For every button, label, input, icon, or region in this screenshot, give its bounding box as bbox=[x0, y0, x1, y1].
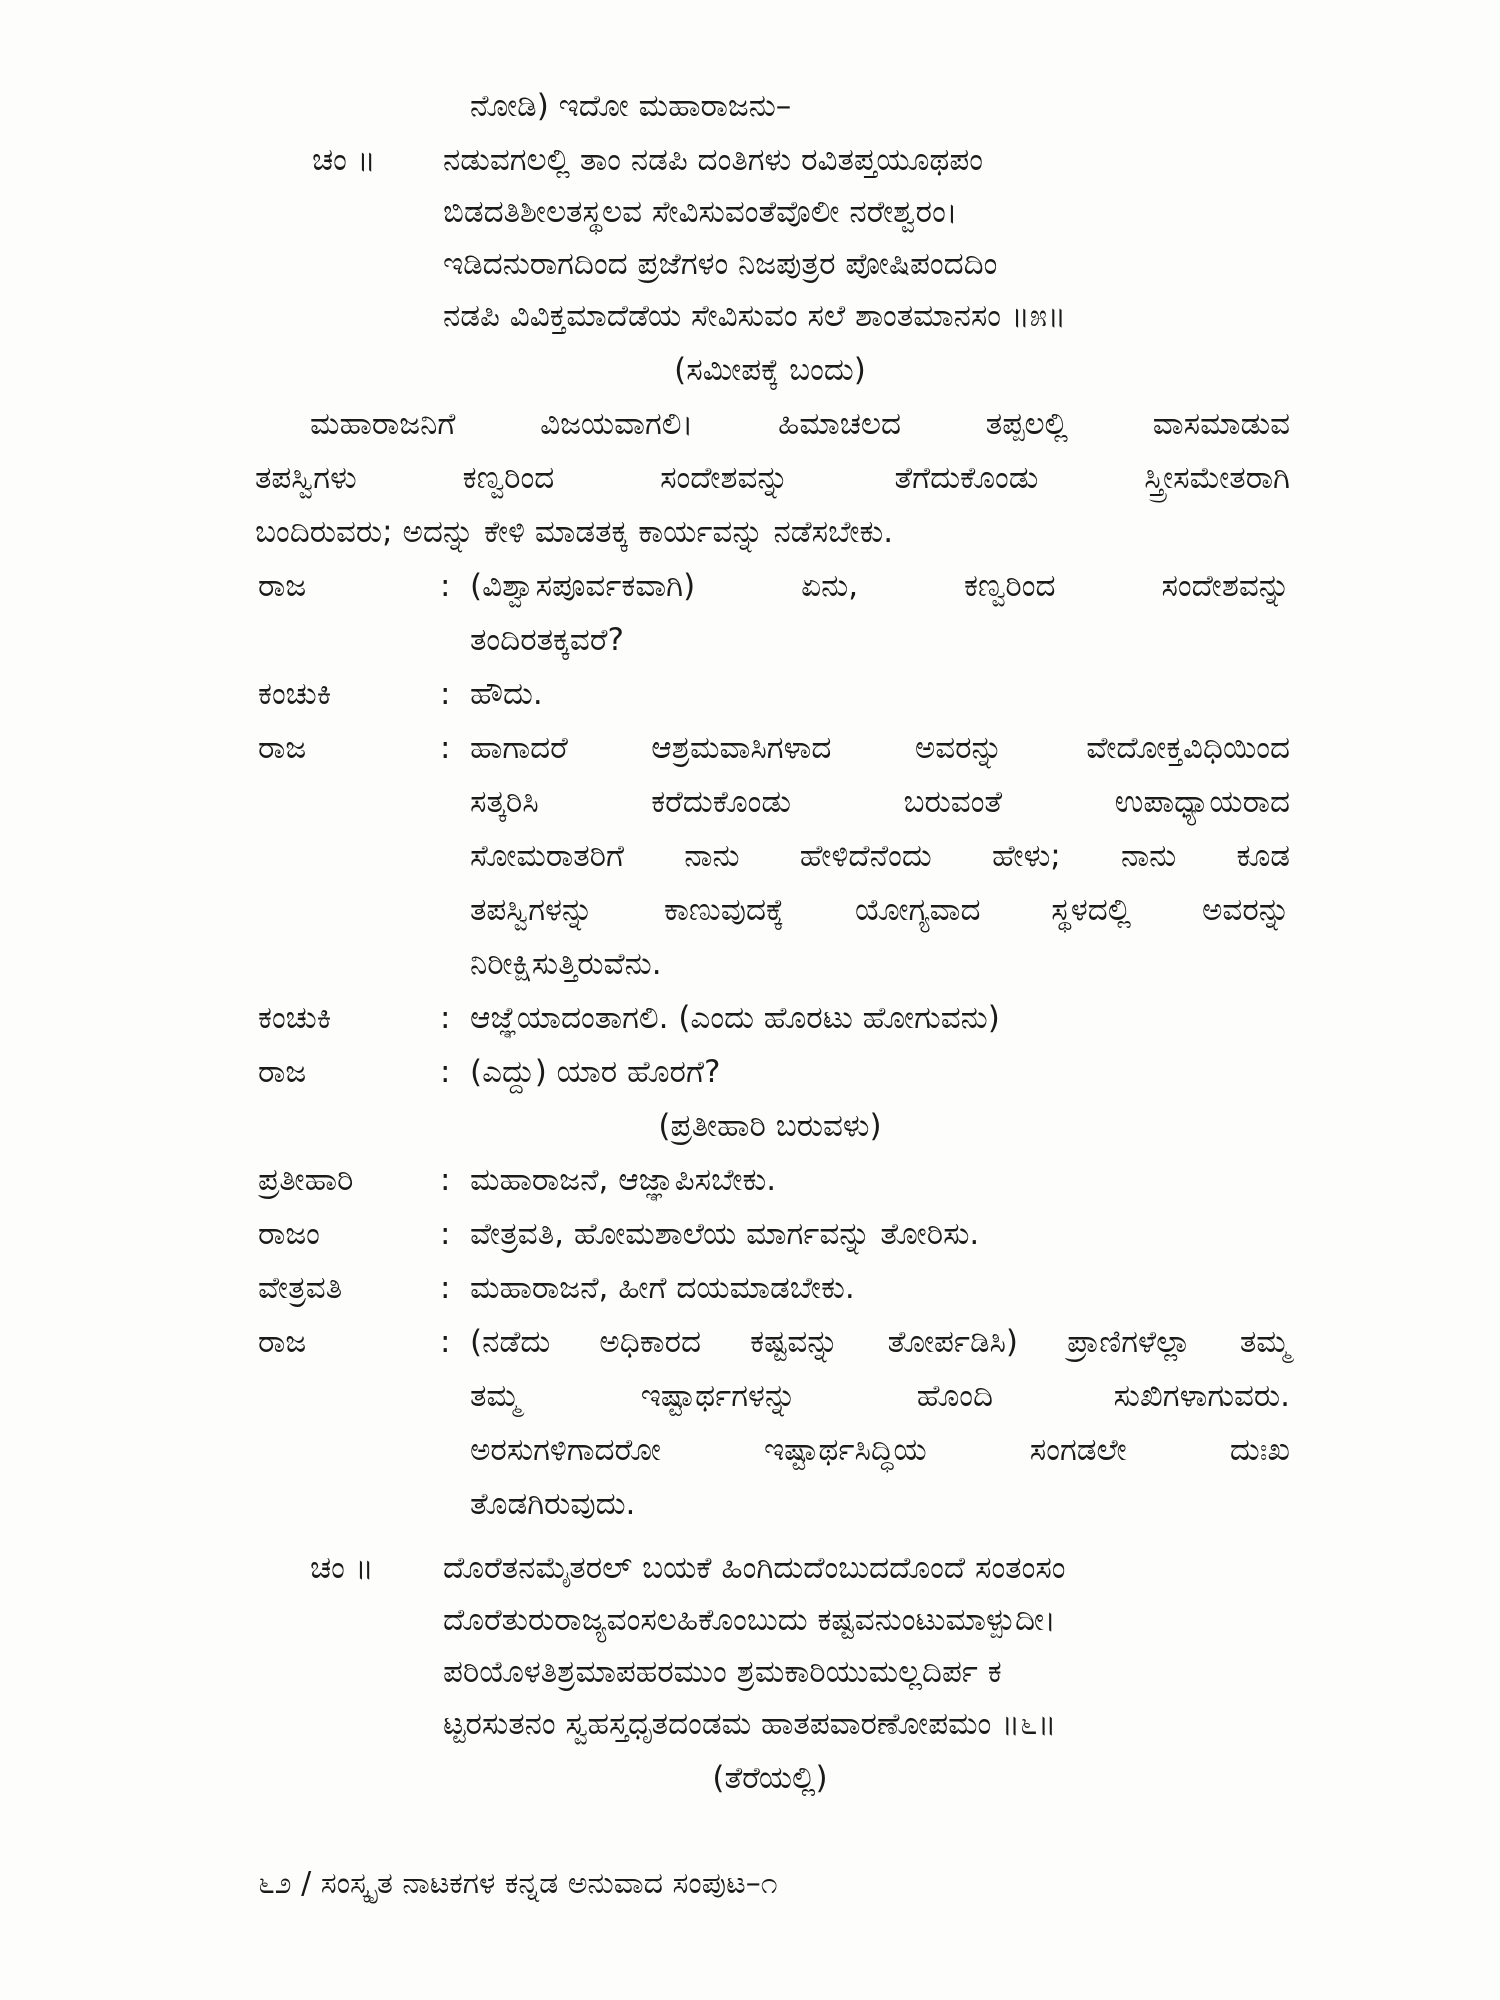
dialogue-line: ತೊಡಗಿರುವುದು. bbox=[470, 1486, 636, 1522]
speaker-name: ವೇತ್ರವತಿ bbox=[258, 1270, 343, 1306]
speaker-colon: : bbox=[440, 1324, 451, 1360]
verse-line: ಪರಿಯೊಳತಿಶ್ರಮಾಪಹರಮುಂ ಶ್ರಮಕಾರಿಯುಮಲ್ಲದಿರ್ಪ ಕ bbox=[443, 1654, 1002, 1690]
verse-line: ದೊರೆತುರುರಾಜ್ಯವಂಸಲಹಿಕೊಂಬುದು ಕಷ್ಟವನುಂಟುಮಾಳ್ಪುದೀ। bbox=[443, 1602, 1056, 1638]
speaker-name: ರಾಜ bbox=[258, 730, 307, 766]
verse-line: ಬಿಡದತಿಶೀಲತಸ್ಥಲವ ಸೇವಿಸುವಂತೆವೊಲೀ ನರೇಶ್ವರಂ। bbox=[443, 194, 958, 230]
intro-line: ನೋಡಿ) ಇದೋ ಮಹಾರಾಜನು– bbox=[470, 88, 792, 124]
speaker-colon: : bbox=[440, 1270, 451, 1306]
verse-label: ಚಂ ॥ bbox=[310, 1550, 374, 1586]
speaker-colon: : bbox=[440, 676, 451, 712]
speaker-name: ರಾಜ bbox=[258, 568, 307, 604]
dialogue-line: (ಎದ್ದು) ಯಾರ ಹೊರಗೆ? bbox=[470, 1054, 721, 1090]
dialogue-line: ವೇತ್ರವತಿ, ಹೋಮಶಾಲೆಯ ಮಾರ್ಗವನ್ನು ತೋರಿಸು. bbox=[470, 1216, 980, 1252]
dialogue-line: ಹಾಗಾದರೆ ಆಶ್ರಮವಾಸಿಗಳಾದ ಅವರನ್ನು ವೇದೋಕ್ತವಿಧಿಯಿಂದ bbox=[470, 730, 1290, 766]
verse-line: ನಡುವಗಲಲ್ಲಿ ತಾಂ ನಡಪಿ ದಂತಿಗಳು ರವಿತಪ್ತಯೂಥಪಂ bbox=[443, 142, 984, 178]
dialogue-line: ಮಹಾರಾಜನೆ, ಹೀಗೆ ದಯಮಾಡಬೇಕು. bbox=[470, 1270, 855, 1306]
stage-direction: (ಸಮೀಪಕ್ಕೆ ಬಂದು) bbox=[674, 352, 866, 388]
verse-line: ಟ್ಟರಸುತನಂ ಸ್ವಹಸ್ತಧೃತದಂಡಮ ಹಾತಪವಾರಣೋಪಮಂ ॥೬॥ bbox=[443, 1706, 1057, 1742]
dialogue-line: ತಪಸ್ವಿಗಳನ್ನು ಕಾಣುವುದಕ್ಕೆ ಯೋಗ್ಯವಾದ ಸ್ಥಳದಲ್ಲಿ ಅವರನ್ನು bbox=[470, 892, 1290, 928]
dialogue-line: ಮಹಾರಾಜನೆ, ಆಜ್ಞಾಪಿಸಬೇಕು. bbox=[470, 1162, 777, 1198]
stage-direction: (ಪ್ರತೀಹಾರಿ ಬರುವಳು) bbox=[658, 1108, 882, 1144]
speaker-colon: : bbox=[440, 1162, 451, 1198]
dialogue-line: ಸೋಮರಾತರಿಗೆ ನಾನು ಹೇಳಿದೆನೆಂದು ಹೇಳು; ನಾನು ಕೂಡ bbox=[470, 838, 1290, 874]
speaker-name: ಕಂಚುಕಿ bbox=[258, 676, 332, 712]
dialogue-line: ಅರಸುಗಳಿಗಾದರೋ ಇಷ್ಟಾರ್ಥಸಿದ್ಧಿಯ ಸಂಗಡಲೇ ದುಃಖ bbox=[470, 1432, 1290, 1468]
dialogue-line: (ನಡೆದು ಅಧಿಕಾರದ ಕಷ್ಟವನ್ನು ತೋರ್ಪಡಿಸಿ) ಪ್ರಾಣಿಗಳೆಲ್ಲಾ ತಮ್ಮ bbox=[470, 1324, 1290, 1360]
verse-label: ಚಂ ॥ bbox=[312, 142, 376, 178]
dialogue-line: ಸತ್ಕರಿಸಿ ಕರೆದುಕೊಂಡು ಬರುವಂತೆ ಉಪಾಧ್ಯಾಯರಾದ bbox=[470, 784, 1290, 820]
speaker-name: ರಾಜ bbox=[258, 1054, 307, 1090]
speaker-name: ರಾಜ bbox=[258, 1324, 307, 1360]
verse-line: ದೊರೆತನಮೈತರಲ್ ಬಯಕೆ ಹಿಂಗಿದುದೆಂಬುದದೊಂದೆ ಸಂತಂಸಂ bbox=[443, 1550, 1066, 1586]
dialogue-line: (ವಿಶ್ವಾಸಪೂರ್ವಕವಾಗಿ) ಏನು, ಕಣ್ವರಿಂದ ಸಂದೇಶವನ್ನು bbox=[470, 568, 1290, 604]
speaker-colon: : bbox=[440, 1216, 451, 1252]
dialogue-line: ತಂದಿರತಕ್ಕವರೆ? bbox=[470, 622, 624, 658]
speaker-name: ಕಂಚುಕಿ bbox=[258, 1000, 332, 1036]
stage-direction: (ತೆರೆಯಲ್ಲಿ) bbox=[712, 1760, 828, 1796]
verse-line: ಇಡಿದನುರಾಗದಿಂದ ಪ್ರಜೆಗಳಂ ನಿಜಪುತ್ರರ ಪೋಷಿಪಂದದಿಂ bbox=[443, 246, 998, 282]
prose-line: ತಪಸ್ವಿಗಳು ಕಣ್ವರಿಂದ ಸಂದೇಶವನ್ನು ತೆಗೆದುಕೊಂಡು ಸ್ತ್ರೀಸಮೇತರಾಗಿ bbox=[255, 460, 1290, 496]
prose-line: ಮಹಾರಾಜನಿಗೆ ವಿಜಯವಾಗಲಿ। ಹಿಮಾಚಲದ ತಪ್ಪಲಲ್ಲಿ ವಾಸಮಾಡುವ bbox=[310, 406, 1290, 442]
speaker-colon: : bbox=[440, 1000, 451, 1036]
speaker-colon: : bbox=[440, 568, 451, 604]
page-footer: ೬೨ / ಸಂಸ್ಕೃತ ನಾಟಕಗಳ ಕನ್ನಡ ಅನುವಾದ ಸಂಪುಟ–೧ bbox=[258, 1866, 778, 1901]
dialogue-line: ಹೌದು. bbox=[470, 676, 543, 712]
speaker-name: ರಾಜಂ bbox=[258, 1216, 320, 1252]
dialogue-line: ಆಜ್ಞೆಯಾದಂತಾಗಲಿ. (ಎಂದು ಹೊರಟು ಹೋಗುವನು) bbox=[470, 1000, 1000, 1036]
prose-line: ಬಂದಿರುವರು; ಅದನ್ನು ಕೇಳಿ ಮಾಡತಕ್ಕ ಕಾರ್ಯವನ್ನು ನಡೆಸಬೇಕು. bbox=[255, 514, 894, 550]
dialogue-line: ನಿರೀಕ್ಷಿಸುತ್ತಿರುವೆನು. bbox=[470, 946, 662, 982]
speaker-colon: : bbox=[440, 730, 451, 766]
speaker-name: ಪ್ರತೀಹಾರಿ bbox=[258, 1162, 354, 1198]
dialogue-line: ತಮ್ಮ ಇಷ್ಟಾರ್ಥಗಳನ್ನು ಹೊಂದಿ ಸುಖಿಗಳಾಗುವರು. bbox=[470, 1378, 1290, 1414]
verse-line: ನಡಪಿ ವಿವಿಕ್ತಮಾದೆಡೆಯ ಸೇವಿಸುವಂ ಸಲೆ ಶಾಂತಮಾನಸಂ ॥೫॥ bbox=[443, 298, 1067, 334]
speaker-colon: : bbox=[440, 1054, 451, 1090]
